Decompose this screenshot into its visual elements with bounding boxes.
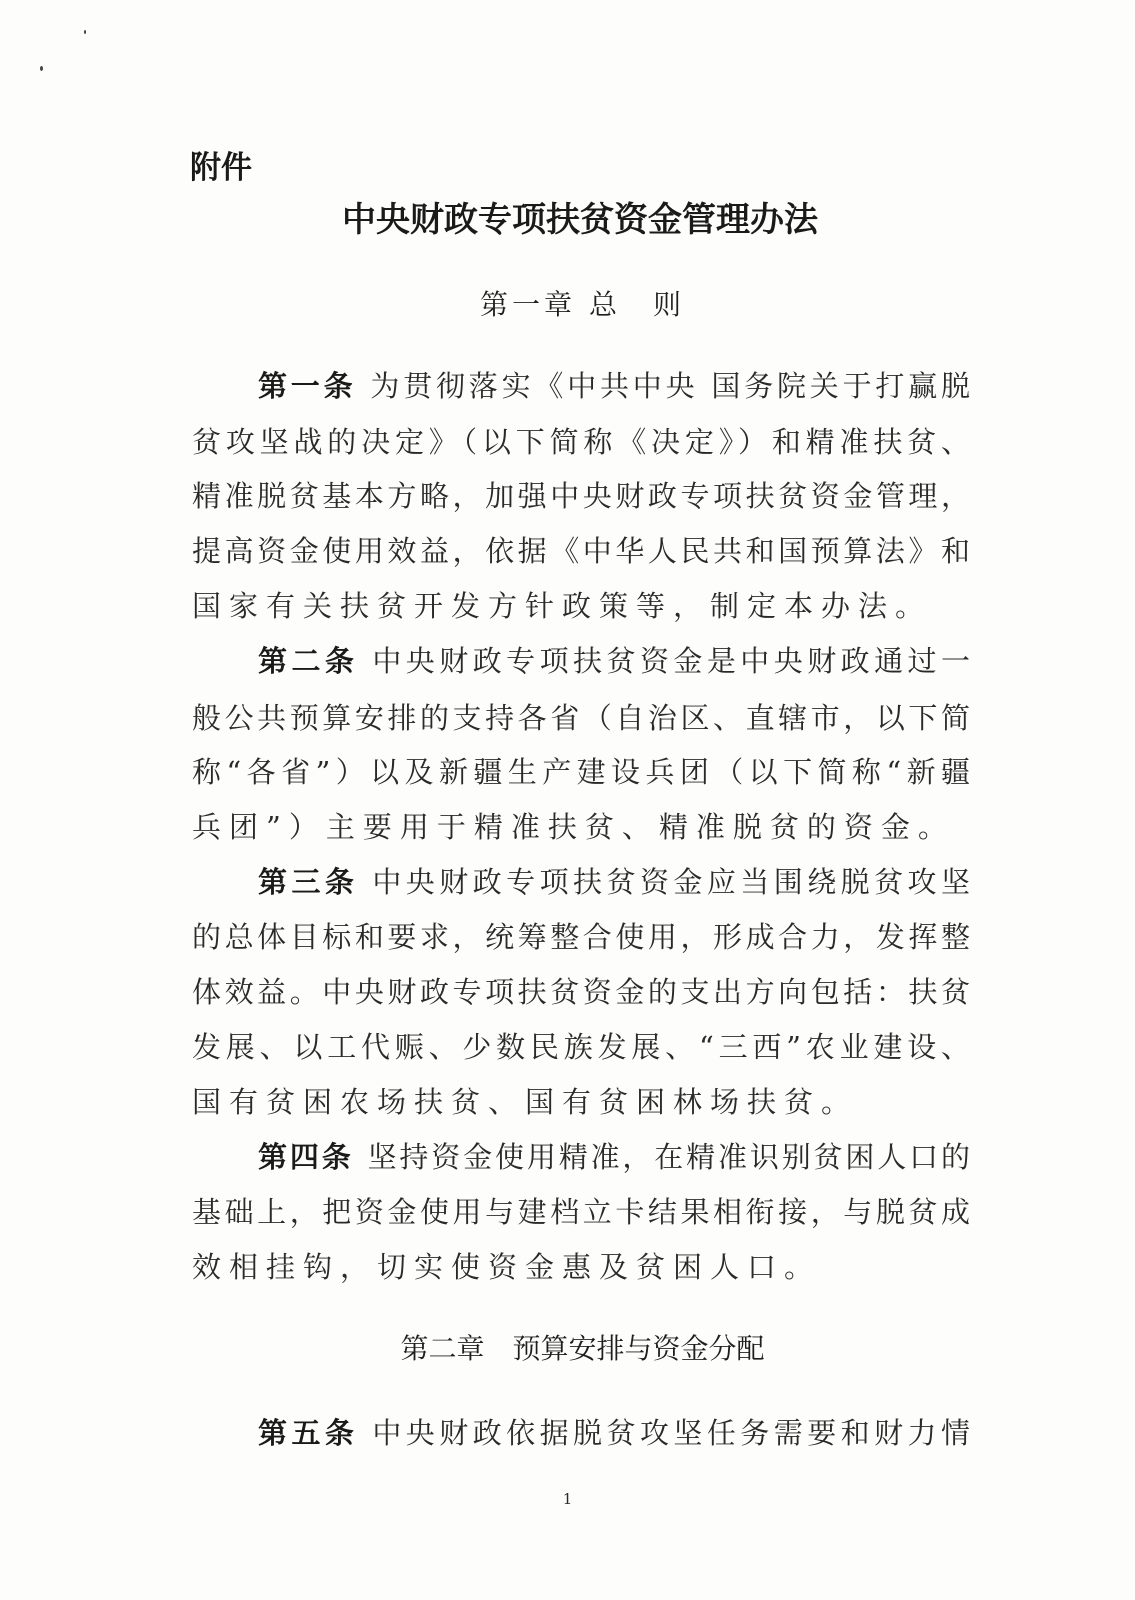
chapter-2-heading: 第二章 预算安排与资金分配 <box>400 1332 765 1365</box>
article-3-line: 体效益。中央财政专项扶贫资金的支出方向包括：扶贫 <box>192 975 970 1009</box>
scan-speck <box>84 30 86 34</box>
document-title: 中央财政专项扶贫资金管理办法 <box>342 200 818 240</box>
article-3-line: 第三条 中央财政专项扶贫资金应当围绕脱贫攻坚 <box>258 865 970 899</box>
article-2-line: 第二条 中央财政专项扶贫资金是中央财政通过一 <box>258 644 970 678</box>
article-1-line: 第一条 为贯彻落实《中共中央 国务院关于打赢脱 <box>258 369 970 403</box>
attachment-label: 附件 <box>190 150 252 186</box>
article-3-line: 发展、以工代赈、少数民族发展、“三西”农业建设、 <box>192 1030 970 1064</box>
article-3-line: 国有贫困农场扶贫、国有贫困林场扶贫。 <box>192 1085 859 1119</box>
scan-speck <box>40 66 43 71</box>
article-3-label: 第三条 <box>258 865 359 899</box>
article-1-line: 贫攻坚战的决定》（以下简称《决定》）和精准扶贫、 <box>192 425 970 459</box>
article-4-line: 基础上，把资金使用与建档立卡结果相衔接，与脱贫成 <box>192 1195 970 1229</box>
page-number: 1 <box>562 1490 573 1508</box>
article-2-line: 称“各省”）以及新疆生产建设兵团（以下简称“新疆 <box>192 755 970 789</box>
chapter-1-heading: 第一章 总 则 <box>480 288 685 321</box>
article-5-line: 第五条 中央财政依据脱贫攻坚任务需要和财力情 <box>258 1416 970 1450</box>
article-1-line: 国家有关扶贫开发方针政策等，制定本办法。 <box>192 589 933 623</box>
article-2-label: 第二条 <box>258 644 359 678</box>
article-1-label: 第一条 <box>258 369 357 403</box>
article-1-line: 提高资金使用效益，依据《中华人民共和国预算法》和 <box>192 534 970 568</box>
article-2-line: 兵团”）主要用于精准扶贫、精准脱贫的资金。 <box>192 810 955 844</box>
article-5-label: 第五条 <box>258 1416 359 1450</box>
article-1-line: 精准脱贫基本方略，加强中央财政专项扶贫资金管理， <box>192 479 970 513</box>
article-4-line: 第四条 坚持资金使用精准，在精准识别贫困人口的 <box>258 1140 970 1174</box>
article-4-line: 效相挂钩，切实使资金惠及贫困人口。 <box>192 1250 822 1284</box>
article-2-line: 般公共预算安排的支持各省（自治区、直辖市，以下简 <box>192 701 970 735</box>
article-4-label: 第四条 <box>258 1140 354 1174</box>
article-3-line: 的总体目标和要求，统筹整合使用，形成合力，发挥整 <box>192 920 970 954</box>
